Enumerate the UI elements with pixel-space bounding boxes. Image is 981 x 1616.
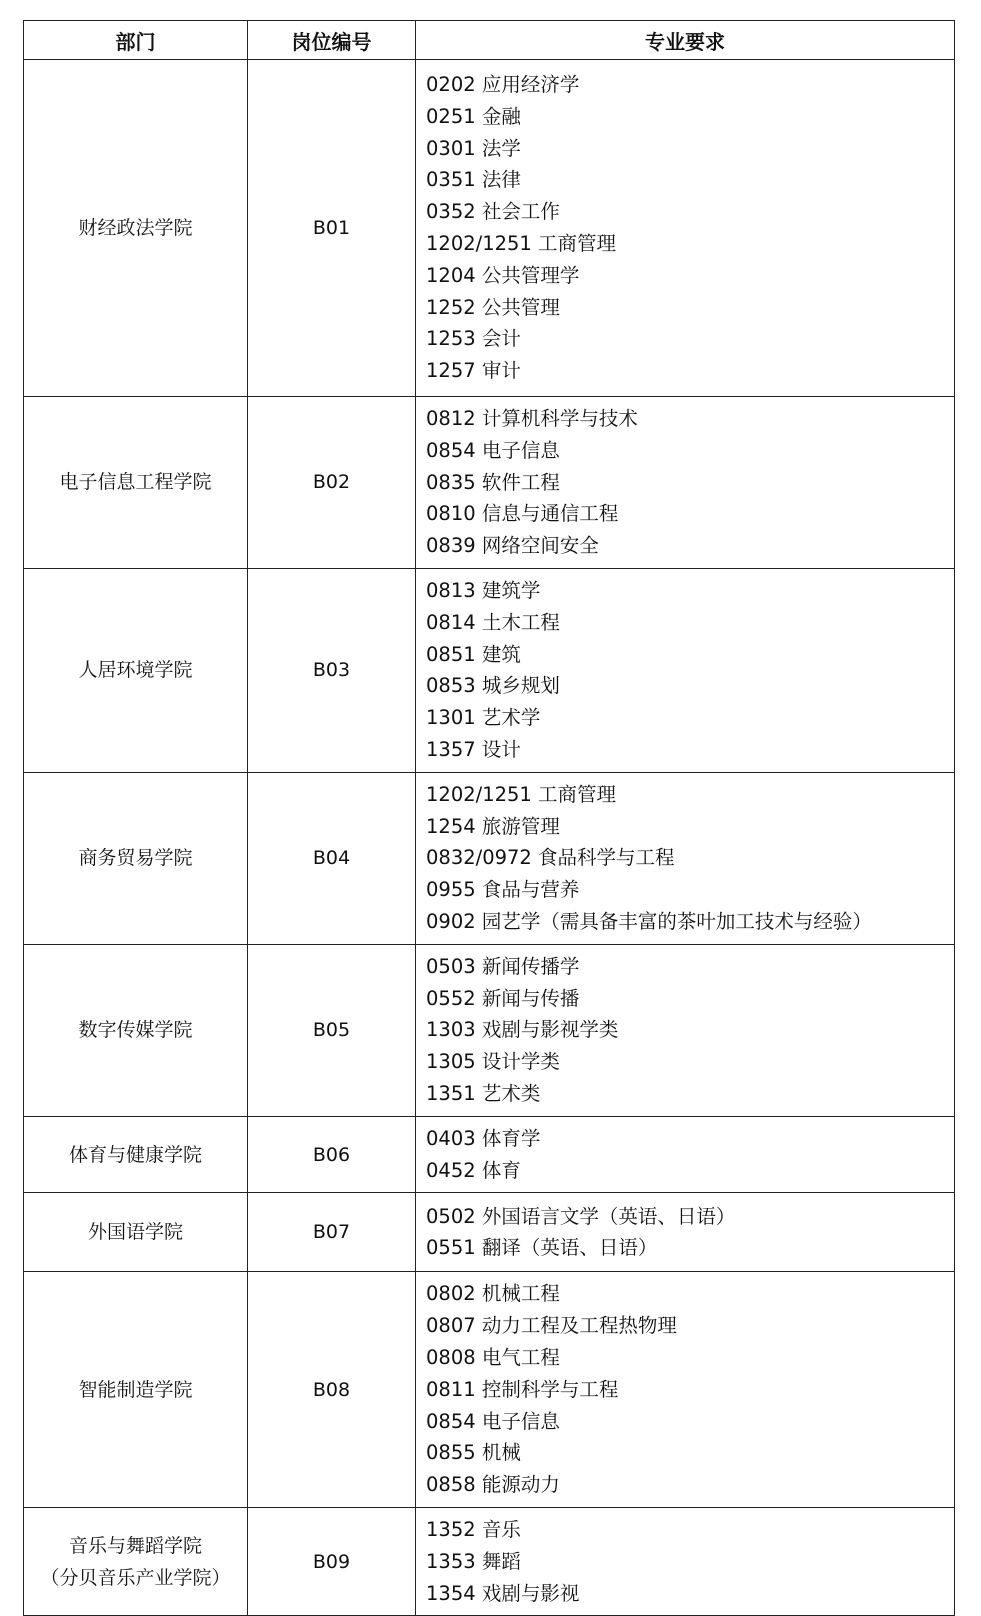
major-item: 0832/0972 食品科学与工程 [426,846,675,870]
header-dept: 部门 [24,21,248,60]
major-item: 0839 网络空间安全 [426,534,599,558]
header-row [24,21,955,60]
major-item: 1352 音乐 [426,1517,521,1541]
dept-name: 财经政法学院 [78,217,193,239]
dept-cell [24,60,248,397]
major-item: 1253 会计 [426,327,521,351]
dept-cell [24,568,248,772]
major-item: 0855 机械 [426,1441,521,1465]
majors-cell [416,568,955,772]
major-item: 0403 体育学 [426,1126,541,1150]
major-item: 1202/1251 工商管理 [426,782,617,806]
dept-name: 电子信息工程学院 [59,471,212,494]
table-row [24,1507,955,1615]
dept-cell [24,1272,248,1508]
table-row [24,944,955,1116]
position-code: B05 [248,944,416,1116]
header-code: 岗位编号 [248,21,416,60]
position-code: B04 [248,772,416,944]
dept-name: 智能制造学院 [78,1378,193,1401]
major-item: 1303 戏剧与影视学类 [426,1018,619,1042]
dept-cell [24,1193,248,1272]
majors-cell [416,772,955,944]
major-item: 0811 控制科学与工程 [426,1377,619,1401]
major-item: 0301 法学 [426,136,521,160]
dept-cell [24,944,248,1116]
majors-cell [416,1116,955,1193]
table-row [24,1193,955,1272]
position-code: B01 [248,60,416,397]
major-item: 1351 艺术类 [426,1081,541,1105]
position-code: B09 [248,1507,416,1615]
major-item: 0202 应用经济学 [426,73,580,97]
major-item: 0854 电子信息 [426,1409,560,1433]
major-item: 0902 园艺学（需具备丰富的茶叶加工技术与经验） [426,909,872,933]
table-row [24,568,955,772]
majors-cell [416,1272,955,1508]
major-item: 0552 新闻与传播 [426,986,580,1010]
major-item: 0251 金融 [426,104,521,128]
major-item: 1354 戏剧与影视 [426,1581,580,1605]
major-item: 0352 社会工作 [426,200,560,224]
dept-name: 音乐与舞蹈学院 [68,1534,202,1557]
major-item: 1202/1251 工商管理 [426,232,617,255]
major-item: 0814 土木工程 [426,610,560,634]
major-item: 1305 设计学类 [426,1050,560,1074]
major-item: 0858 能源动力 [426,1473,560,1497]
dept-name: 体育与健康学院 [68,1143,202,1166]
table-row [24,1116,955,1193]
position-code: B06 [248,1116,416,1193]
major-item: 0854 电子信息 [426,438,560,462]
header-majors: 专业要求 [416,21,955,60]
major-item: 0807 动力工程及工程热物理 [426,1314,677,1338]
majors-cell [416,397,955,569]
major-item: 0810 信息与通信工程 [426,502,619,526]
dept-name: 数字传媒学院 [78,1019,193,1042]
major-item: 0802 机械工程 [426,1282,560,1306]
majors-cell [416,1193,955,1272]
major-item: 0851 建筑 [426,642,521,666]
major-item: 1353 舞蹈 [426,1549,521,1573]
dept-name: 人居环境学院 [78,659,193,682]
dept-cell [24,1116,248,1193]
table-body [24,60,955,1616]
major-item: 1204 公共管理学 [426,263,580,287]
table-header [24,21,955,60]
table-row [24,397,955,569]
dept-cell [24,1507,248,1615]
dept-name: 商务贸易学院 [78,847,193,870]
major-item: 0452 体育 [426,1158,521,1182]
major-item: 0551 翻译（英语、日语） [426,1236,658,1260]
major-item: 1254 旅游管理 [426,814,560,838]
major-item: 0853 城乡规划 [426,674,560,698]
major-item: 0812 计算机科学与技术 [426,407,638,430]
dept-cell [24,397,248,569]
dept-name: 外国语学院 [87,1221,183,1244]
major-item: 0835 软件工程 [426,470,560,494]
major-item: 1357 设计 [426,737,521,761]
major-item: 0502 外国语言文学（英语、日语） [426,1204,736,1228]
dept-name: （分贝音乐产业学院） [40,1566,231,1589]
major-item: 0955 食品与营养 [426,878,580,902]
majors-cell [416,60,955,397]
majors-cell [416,944,955,1116]
major-item: 1252 公共管理 [426,295,560,319]
table-row [24,1272,955,1508]
table-row [24,772,955,944]
requirements-table-container [23,20,954,1616]
requirements-table [23,20,955,1616]
table-row [24,60,955,397]
major-item: 0813 建筑学 [426,578,541,602]
major-item: 0808 电气工程 [426,1345,560,1369]
major-item: 0503 新闻传播学 [426,954,580,978]
major-item: 1301 艺术学 [426,706,541,730]
majors-cell [416,1507,955,1615]
major-item: 0351 法律 [426,168,521,192]
position-code: B07 [248,1193,416,1272]
position-code: B02 [248,397,416,569]
dept-cell [24,772,248,944]
position-code: B08 [248,1272,416,1508]
position-code: B03 [248,568,416,772]
major-item: 1257 审计 [426,359,521,383]
